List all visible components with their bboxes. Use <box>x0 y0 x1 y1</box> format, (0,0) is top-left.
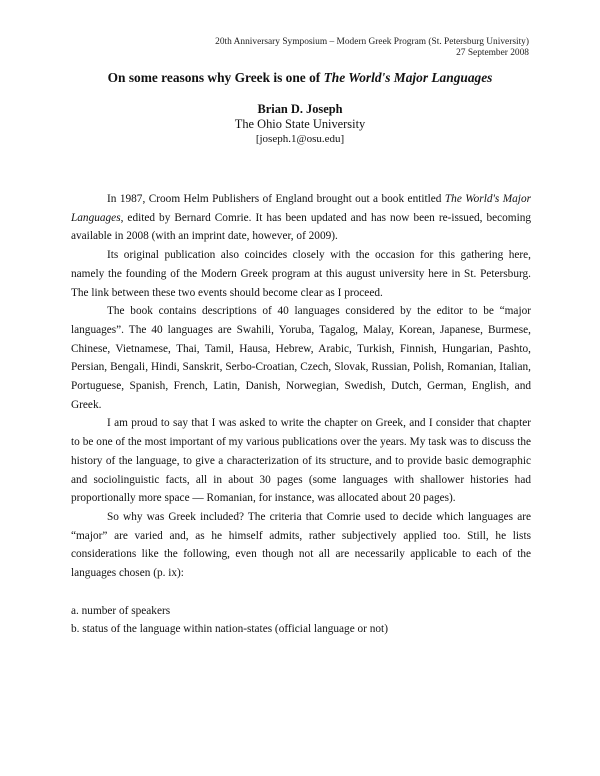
running-header <box>215 37 529 59</box>
header-date: 27 September 2008 <box>456 48 529 58</box>
author-affiliation: The Ohio State University <box>234 117 366 131</box>
body-text <box>71 190 531 639</box>
paragraph-5: So why was Greek included? The criteria that Comrie used to decide which languages are “major” are varied and, as he himself admits, rather subjectively applied too. Still, he lists considerations like the following, even though not all are necessarily applicable to each of the languages chosen (p. ix): <box>71 510 531 580</box>
author-email: [joseph.1@osu.edu] <box>255 133 345 145</box>
book-title-italic: The World's Major Languages <box>71 193 531 224</box>
author-name: Brian D. Joseph <box>257 102 343 116</box>
paragraph-1-start: In 1987, Croom Helm Publishers of England brought out a book entitled <box>107 193 445 205</box>
paper-title <box>0 70 600 86</box>
list-item: b. status of the language within nation-states (official language or not) <box>71 623 388 636</box>
list-item: a. number of speakers <box>71 604 171 617</box>
paragraph-1 <box>71 190 531 246</box>
title-prefix: On some reasons why Greek is one of <box>107 70 324 85</box>
paragraph-1-end: , edited by Bernard Comrie. It has been updated and has now been re-issued, becoming available in 2008 (with an imprint date, however, of 2009). <box>71 211 531 243</box>
criteria-list <box>71 602 531 639</box>
author-block <box>0 102 600 147</box>
paragraph-3: The book contains descriptions of 40 languages considered by the editor to be “major languages”. The 40 languages are Swahili, Yoruba, Tagalog, Malay, Korean, Japanese, Burmese, Chinese, Vietnamese, Thai, Tamil, Hausa, Hebrew, Arabic, Turkish, Finnish, Hungarian, Pashto, Persian, Bengali, Hindi, Sanskrit, Serbo-Croatian, Czech, Slovak, Russian, Polish, Romanian, Italian, Portuguese, Spanish, French, Latin, Danish, Norwegian, Swedish, Dutch, German, English, and Greek. <box>71 305 531 411</box>
paragraph-2: Its original publication also coincides closely with the occasion for this gathering here, namely the founding of the Modern Greek program at this august university here in St. Petersburg. The link between these two events should become clear as I proceed. <box>71 249 531 299</box>
title-italic: The World's Major Languages <box>323 70 493 85</box>
header-symposium: 20th Anniversary Symposium – Modern Greek Program (St. Petersburg University) <box>215 37 529 47</box>
paragraph-4: I am proud to say that I was asked to write the chapter on Greek, and I consider that chapter to be one of the most important of my various publications over the years. My task was to discuss the history of the language, to give a characterization of its structure, and to provide basic demographic and sociolinguistic facts, all in about 30 pages (some languages with shallower histories had proportionally more space — Romanian, for instance, was allocated about 20 pages). <box>71 417 531 505</box>
